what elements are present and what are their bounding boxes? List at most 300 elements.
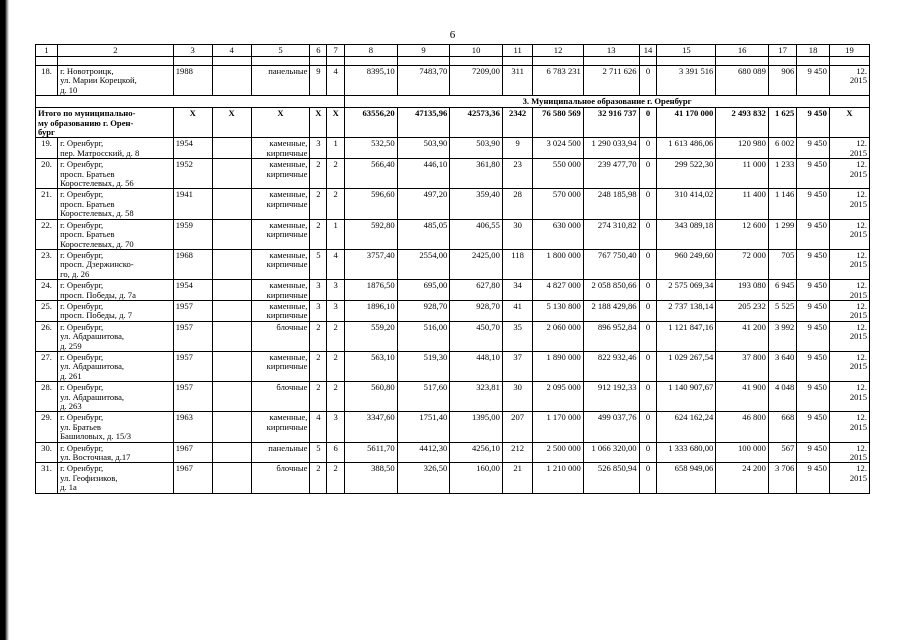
year-cell: 1957 (173, 321, 212, 351)
deadline-cell (829, 412, 869, 442)
address-cell-line: ул. Абдрашитова, (60, 331, 125, 342)
owners-cell: 46 800 (716, 412, 769, 442)
column-number: 15 (657, 45, 716, 57)
walls-cell-line: кирпичные (266, 229, 308, 240)
area-premises-cell: 516,00 (397, 321, 450, 351)
area-total-cell: 560,80 (345, 382, 398, 412)
col4-cell (212, 442, 251, 463)
residents-cell: 28 (502, 189, 532, 219)
walls-cell (251, 463, 310, 493)
column-number: 16 (716, 45, 769, 57)
area-total-cell: 1896,10 (345, 300, 398, 321)
table-row (36, 412, 870, 442)
area-total-cell: 8395,10 (345, 66, 398, 96)
entrances-cell: 3 (327, 300, 345, 321)
section-header-row (36, 96, 870, 108)
floors-cell: 3 (310, 300, 327, 321)
address-cell (58, 412, 174, 442)
unit-cost-cell: 668 (768, 412, 796, 442)
cost-total-cell: 1 210 000 (533, 463, 583, 493)
table-row (36, 159, 870, 189)
budget-cell: 310 414,02 (657, 189, 716, 219)
column-number: 17 (768, 45, 796, 57)
address-cell-line: г. Оренбург, (60, 189, 104, 200)
year-cell: 1957 (173, 351, 212, 381)
address-cell-line: ул. Абдрашитова, (60, 361, 125, 372)
unit-cost-cell: 705 (768, 249, 796, 279)
area-premises-cell: 519,30 (397, 351, 450, 381)
area-total-cell: 5611,70 (345, 442, 398, 463)
owners-cell: 680 089 (716, 66, 769, 96)
walls-cell (251, 442, 310, 463)
address-cell (58, 442, 174, 463)
budget-cell: 1 333 680,00 (657, 442, 716, 463)
empty-cell (829, 57, 869, 66)
deadline-cell-line: 12. (856, 382, 867, 393)
budget-cell: 299 522,30 (657, 159, 716, 189)
fund-share-cell: 912 192,33 (583, 382, 639, 412)
address-cell-line: ул. Геофизиков, (60, 472, 118, 483)
deadline-cell-line: 12. (856, 189, 867, 200)
walls-cell-line: кирпичные (266, 361, 308, 372)
walls-cell (251, 412, 310, 442)
address-cell (58, 219, 174, 249)
entrances-cell: 1 (327, 138, 345, 159)
address-cell-line: г. Оренбург, (60, 159, 104, 170)
address-cell-line: просп. Братьев (60, 198, 115, 209)
entrances-cell: 2 (327, 463, 345, 493)
fund-share-cell: 2 711 626 (583, 66, 639, 96)
deadline-cell-line: 12. (856, 321, 867, 332)
table-row (36, 189, 870, 219)
deadline-cell-line: 12. (856, 300, 867, 311)
empty-cell (173, 57, 212, 66)
walls-cell-line: каменные, (269, 189, 308, 200)
walls-cell (251, 351, 310, 381)
year-cell: 1959 (173, 219, 212, 249)
area-residential-cell: 7209,00 (450, 66, 503, 96)
table-row (36, 300, 870, 321)
walls-cell-line: каменные, (269, 159, 308, 170)
row-number: 20. (36, 159, 58, 189)
deadline-cell-line: 2015 (849, 361, 867, 372)
table-row (36, 280, 870, 301)
address-cell-line: просп. Братьев (60, 229, 115, 240)
year-cell: 1954 (173, 280, 212, 301)
unit-cost-cell: 5 525 (768, 300, 796, 321)
address-cell-line: д. 263 (60, 401, 82, 411)
row-number: 28. (36, 382, 58, 412)
entrances-cell: 2 (327, 382, 345, 412)
total-entrances: X (327, 108, 345, 138)
fund-share-cell: 239 477,70 (583, 159, 639, 189)
deadline-cell (829, 300, 869, 321)
deadline-cell-line: 12. (856, 159, 867, 170)
empty-cell (251, 57, 310, 66)
row-number: 22. (36, 219, 58, 249)
empty-cell (502, 57, 532, 66)
deadline-cell-line: 2015 (849, 259, 867, 270)
owners-cell: 41 900 (716, 382, 769, 412)
column-number: 1 (36, 45, 58, 57)
row-number: 27. (36, 351, 58, 381)
area-total-cell: 3347,60 (345, 412, 398, 442)
year-cell: 1941 (173, 189, 212, 219)
unit-cost-cell: 3 706 (768, 463, 796, 493)
area-residential-cell: 627,80 (450, 280, 503, 301)
owners-cell: 41 200 (716, 321, 769, 351)
address-cell (58, 321, 174, 351)
total-owners: 2 493 832 (716, 108, 769, 138)
fund-share-cell: 767 750,40 (583, 249, 639, 279)
address-cell-line: ул. Братьев (60, 421, 101, 432)
entrances-cell: 2 (327, 321, 345, 351)
deadline-cell (829, 189, 869, 219)
col4-cell (212, 321, 251, 351)
floors-cell: 2 (310, 159, 327, 189)
walls-cell (251, 66, 310, 96)
empty-cell (583, 57, 639, 66)
area-premises-cell: 485,05 (397, 219, 450, 249)
address-cell-line: г. Оренбург, (60, 442, 104, 453)
fund-share-cell: 1 066 320,00 (583, 442, 639, 463)
address-cell-line: г. Оренбург, (60, 280, 104, 291)
area-premises-cell: 695,00 (397, 280, 450, 301)
walls-cell-line: каменные, (269, 300, 308, 311)
budget-cell: 624 162,24 (657, 412, 716, 442)
empty-cell (397, 57, 450, 66)
max-cost-cell: 9 450 (797, 300, 830, 321)
area-residential-cell: 4256,10 (450, 442, 503, 463)
unit-cost-cell: 6 945 (768, 280, 796, 301)
row-number: 23. (36, 249, 58, 279)
address-cell (58, 351, 174, 381)
walls-cell-line: панельные (268, 442, 308, 453)
empty-cell (657, 57, 716, 66)
walls-cell (251, 249, 310, 279)
empty-cell (533, 57, 583, 66)
col14-cell: 0 (639, 321, 657, 351)
row-number: 30. (36, 442, 58, 463)
walls-cell-line: кирпичные (266, 259, 308, 270)
entrances-cell: 2 (327, 159, 345, 189)
area-residential-cell: 1395,00 (450, 412, 503, 442)
column-number: 19 (829, 45, 869, 57)
residents-cell: 37 (502, 351, 532, 381)
max-cost-cell: 9 450 (797, 66, 830, 96)
table-row (36, 249, 870, 279)
unit-cost-cell: 4 048 (768, 382, 796, 412)
deadline-cell-line: 2015 (849, 391, 867, 402)
column-number: 4 (212, 45, 251, 57)
walls-cell-line: каменные, (269, 249, 308, 260)
area-premises-cell: 326,50 (397, 463, 450, 493)
deadline-cell-line: 12. (856, 249, 867, 260)
deadline-cell-line: 12. (856, 219, 867, 230)
row-number: 18. (36, 66, 58, 96)
address-cell (58, 463, 174, 493)
deadline-cell-line: 2015 (849, 472, 867, 483)
deadline-cell-line: 2015 (849, 229, 867, 240)
deadline-cell (829, 249, 869, 279)
year-cell: 1967 (173, 442, 212, 463)
total-area-residential: 42573,36 (450, 108, 503, 138)
budget-cell: 1 121 847,16 (657, 321, 716, 351)
col4-cell (212, 249, 251, 279)
deadline-cell-line: 12. (856, 138, 867, 149)
residents-cell: 21 (502, 463, 532, 493)
area-premises-cell: 446,10 (397, 159, 450, 189)
col14-cell: 0 (639, 300, 657, 321)
deadline-cell-line: 2015 (849, 310, 867, 321)
address-cell (58, 138, 174, 159)
cost-total-cell: 1 800 000 (533, 249, 583, 279)
row-number: 26. (36, 321, 58, 351)
max-cost-cell: 9 450 (797, 219, 830, 249)
address-cell (58, 300, 174, 321)
walls-cell-line: кирпичные (266, 198, 308, 209)
column-number: 11 (502, 45, 532, 57)
address-cell-line: Коростелевых, д. 56 (60, 178, 134, 189)
unit-cost-cell: 3 640 (768, 351, 796, 381)
floors-cell: 5 (310, 249, 327, 279)
total-budget: 41 170 000 (657, 108, 716, 138)
address-cell-line: г. Оренбург, (60, 382, 104, 393)
max-cost-cell: 9 450 (797, 249, 830, 279)
entrances-cell: 2 (327, 351, 345, 381)
table-row (36, 463, 870, 493)
row-number: 31. (36, 463, 58, 493)
row-number: 21. (36, 189, 58, 219)
area-total-cell: 1876,50 (345, 280, 398, 301)
column-number: 12 (533, 45, 583, 57)
owners-cell: 12 600 (716, 219, 769, 249)
table-row (36, 382, 870, 412)
deadline-cell (829, 138, 869, 159)
col14-cell: 0 (639, 280, 657, 301)
area-premises-cell: 2554,00 (397, 249, 450, 279)
col4-cell (212, 463, 251, 493)
residents-cell: 35 (502, 321, 532, 351)
walls-cell (251, 138, 310, 159)
empty-cell (450, 57, 503, 66)
spacer-row (36, 57, 870, 66)
max-cost-cell: 9 450 (797, 412, 830, 442)
empty-cell (327, 57, 345, 66)
max-cost-cell: 9 450 (797, 159, 830, 189)
owners-cell: 205 232 (716, 300, 769, 321)
address-cell-line: пер. Матросский, д. 8 (60, 147, 140, 158)
owners-cell: 24 200 (716, 463, 769, 493)
unit-cost-cell: 1 299 (768, 219, 796, 249)
col4-cell (212, 138, 251, 159)
residents-cell: 118 (502, 249, 532, 279)
column-number: 5 (251, 45, 310, 57)
entrances-cell: 1 (327, 219, 345, 249)
residents-cell: 23 (502, 159, 532, 189)
address-cell-line: г. Оренбург, (60, 138, 104, 149)
deadline-cell-line: 2015 (849, 75, 867, 86)
walls-cell (251, 159, 310, 189)
address-cell-line: г. Новотроицк, (60, 66, 114, 76)
col4-cell (212, 280, 251, 301)
max-cost-cell: 9 450 (797, 189, 830, 219)
area-residential-cell: 2425,00 (450, 249, 503, 279)
col4-cell (212, 382, 251, 412)
table-row (36, 138, 870, 159)
total-deadline: X (829, 108, 869, 138)
year-cell: 1988 (173, 66, 212, 96)
budget-cell: 343 089,18 (657, 219, 716, 249)
budget-cell: 3 391 516 (657, 66, 716, 96)
residents-cell: 30 (502, 382, 532, 412)
area-premises-cell: 1751,40 (397, 412, 450, 442)
row-number: 24. (36, 280, 58, 301)
empty-cell (345, 57, 398, 66)
col14-cell: 0 (639, 249, 657, 279)
col14-cell: 0 (639, 138, 657, 159)
address-cell-line: ул. Восточная, д.17 (60, 452, 131, 463)
cost-total-cell: 5 130 800 (533, 300, 583, 321)
area-residential-cell: 160,00 (450, 463, 503, 493)
table-body (36, 45, 870, 494)
row-number: 19. (36, 138, 58, 159)
fund-share-cell: 1 290 033,94 (583, 138, 639, 159)
deadline-cell-line: 12. (856, 280, 867, 291)
cost-total-cell: 2 500 000 (533, 442, 583, 463)
address-cell-line: Башиловых, д. 15/3 (60, 431, 132, 442)
address-cell-line: просп. Победы, д. 7а (60, 289, 136, 300)
col4-cell (212, 412, 251, 442)
total-area-premises: 47135,96 (397, 108, 450, 138)
column-number: 3 (173, 45, 212, 57)
area-total-cell: 3757,40 (345, 249, 398, 279)
walls-cell (251, 382, 310, 412)
empty-cell (797, 57, 830, 66)
column-number: 9 (397, 45, 450, 57)
address-cell-line: ул. Марии Корецкой, (60, 75, 137, 86)
empty-cell (310, 57, 327, 66)
address-cell-line: д. 259 (60, 340, 82, 351)
walls-cell-line: каменные, (269, 351, 308, 362)
address-cell-line: д. 1а (60, 482, 77, 493)
entrances-cell: 4 (327, 249, 345, 279)
address-cell-line: ул. Абдрашитова, (60, 391, 125, 402)
floors-cell: 9 (310, 66, 327, 96)
col14-cell: 0 (639, 219, 657, 249)
col4-cell (212, 159, 251, 189)
deadline-cell (829, 442, 869, 463)
walls-cell-line: блочные (276, 463, 308, 474)
col14-cell: 0 (639, 189, 657, 219)
area-premises-cell: 928,70 (397, 300, 450, 321)
owners-cell: 11 000 (716, 159, 769, 189)
address-cell (58, 249, 174, 279)
address-cell (58, 280, 174, 301)
col4-cell (212, 219, 251, 249)
total-fund-share: 32 916 737 (583, 108, 639, 138)
total-max-cost: 9 450 (797, 108, 830, 138)
address-cell-line: просп. Победы, д. 7 (60, 310, 133, 321)
floors-cell: 2 (310, 463, 327, 493)
col14-cell: 0 (639, 382, 657, 412)
col14-cell: 0 (639, 412, 657, 442)
cost-total-cell: 4 827 000 (533, 280, 583, 301)
total-label (36, 108, 174, 138)
walls-cell-line: кирпичные (266, 147, 308, 158)
walls-cell-line: блочные (276, 382, 308, 393)
fund-share-cell: 274 310,82 (583, 219, 639, 249)
max-cost-cell: 9 450 (797, 442, 830, 463)
max-cost-cell: 9 450 (797, 382, 830, 412)
cost-total-cell: 630 000 (533, 219, 583, 249)
deadline-cell-line: 12. (856, 66, 867, 76)
walls-cell (251, 219, 310, 249)
address-cell (58, 159, 174, 189)
residents-cell: 207 (502, 412, 532, 442)
owners-cell: 100 000 (716, 442, 769, 463)
entrances-cell: 3 (327, 412, 345, 442)
walls-cell-line: панельные (268, 66, 308, 76)
max-cost-cell: 9 450 (797, 351, 830, 381)
year-cell: 1957 (173, 382, 212, 412)
scan-page-edge (0, 0, 9, 640)
cost-total-cell: 570 000 (533, 189, 583, 219)
unit-cost-cell: 1 233 (768, 159, 796, 189)
area-premises-cell: 497,20 (397, 189, 450, 219)
table-row (36, 442, 870, 463)
empty-cell (639, 57, 657, 66)
entrances-cell: 6 (327, 442, 345, 463)
area-residential-cell: 359,40 (450, 189, 503, 219)
total-cost-total: 76 580 569 (533, 108, 583, 138)
cost-total-cell: 2 095 000 (533, 382, 583, 412)
deadline-cell-line: 2015 (849, 452, 867, 463)
deadline-cell-line: 12. (856, 351, 867, 362)
floors-cell: 4 (310, 412, 327, 442)
floors-cell: 5 (310, 442, 327, 463)
col4-cell (212, 66, 251, 96)
year-cell: 1954 (173, 138, 212, 159)
area-premises-cell: 7483,70 (397, 66, 450, 96)
column-number: 10 (450, 45, 503, 57)
col14-cell: 0 (639, 442, 657, 463)
deadline-cell-line: 2015 (849, 421, 867, 432)
area-residential-cell: 503,90 (450, 138, 503, 159)
budget-cell: 2 575 069,34 (657, 280, 716, 301)
floors-cell: 2 (310, 219, 327, 249)
unit-cost-cell: 567 (768, 442, 796, 463)
total-walls: X (251, 108, 310, 138)
walls-cell-line: каменные, (269, 219, 308, 230)
max-cost-cell: 9 450 (797, 138, 830, 159)
cost-total-cell: 1 170 000 (533, 412, 583, 442)
deadline-cell (829, 321, 869, 351)
area-total-cell: 559,20 (345, 321, 398, 351)
column-number: 6 (310, 45, 327, 57)
entrances-cell: 3 (327, 280, 345, 301)
col14-cell: 0 (639, 463, 657, 493)
total-c4: X (212, 108, 251, 138)
year-cell: 1963 (173, 412, 212, 442)
max-cost-cell: 9 450 (797, 463, 830, 493)
table-row (36, 66, 870, 96)
area-total-cell: 388,50 (345, 463, 398, 493)
walls-cell (251, 300, 310, 321)
cost-total-cell: 550 000 (533, 159, 583, 189)
unit-cost-cell: 6 002 (768, 138, 796, 159)
col14-cell: 0 (639, 351, 657, 381)
